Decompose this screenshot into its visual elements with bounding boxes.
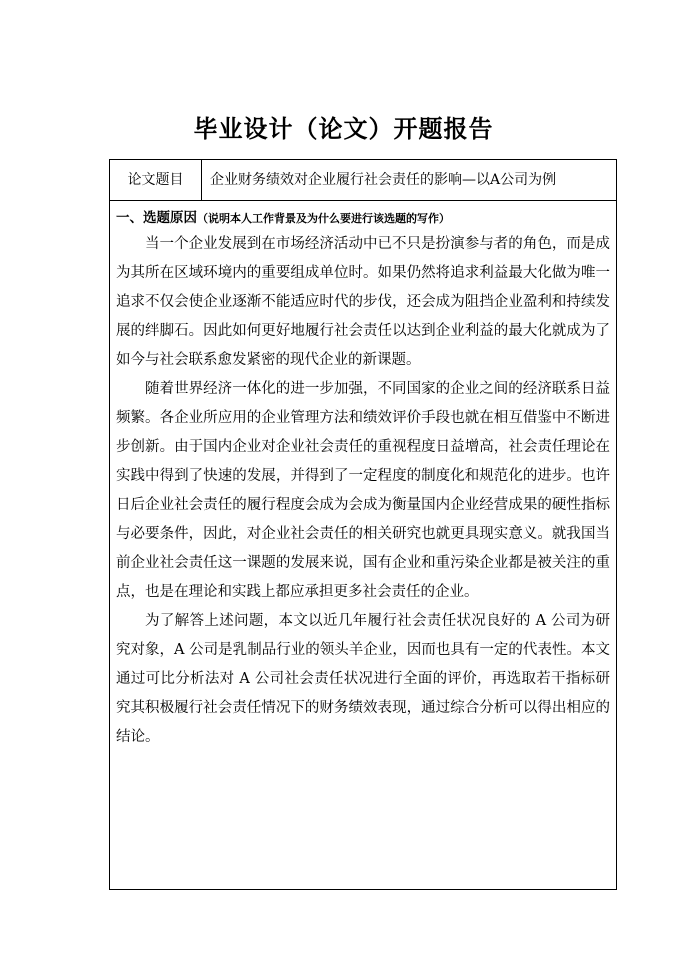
section-heading-title: 一、选题原因 bbox=[116, 210, 197, 226]
section-topic-reason bbox=[110, 201, 616, 889]
paragraph: 当一个企业发展到在市场经济活动中已不只是扮演参与者的角色，而是成为其所在区域环境内的重要组成单位时。如果仍然将追求利益最大化做为唯一追求不仅会使企业逐渐不能适应时代的步伐，还会成为阻挡企业盈利和持续发展的绊脚石。因此如何更好地履行社会责任以达到企业利益的最大化就成为了如今与社会联系愈发紧密的现代企业的新课题。 bbox=[116, 236, 610, 368]
topic-label: 论文题目 bbox=[110, 160, 202, 200]
section-heading bbox=[116, 207, 610, 230]
section-heading-note: （说明本人工作背景及为什么要进行该选题的写作） bbox=[197, 212, 450, 225]
page-title: 毕业设计（论文）开题报告 bbox=[193, 115, 494, 143]
paragraph: 为了解答上述问题，本文以近几年履行社会责任状况良好的 A 公司为研究对象，A 公司是乳制品行业的领头羊企业，因而也具有一定的代表性。本文通过可比分析法对 A 公司社会责任状况进行全面的评价，再选取若干指标研究其积极履行社会责任情况下的财务绩效表现，通过综合分析可以得出相应的结论。 bbox=[116, 613, 610, 745]
topic-value: 企业财务绩效对企业履行社会责任的影响—以A公司为例 bbox=[210, 172, 557, 188]
proposal-table bbox=[109, 159, 617, 890]
topic-row bbox=[110, 160, 616, 201]
paragraph: 随着世界经济一体化的进一步加强，不同国家的企业之间的经济联系日益频繁。各企业所应用的企业管理方法和绩效评价手段也就在相互借鉴中不断进步创新。由于国内企业对企业社会责任的重视程度日益增高，社会责任理论在实践中得到了快速的发展，并得到了一定程度的制度化和规范化的进步。也许日后企业社会责任的履行程度会成为会成为衡量国内企业经营成果的硬性指标与必要条件，因此，对企业社会责任的相关研究也就更具现实意义。就我国当前企业社会责任这一课题的发展来说，国有企业和重污染企业都是被关注的重点，也是在理论和实践上都应承担更多社会责任的企业。 bbox=[116, 381, 610, 600]
